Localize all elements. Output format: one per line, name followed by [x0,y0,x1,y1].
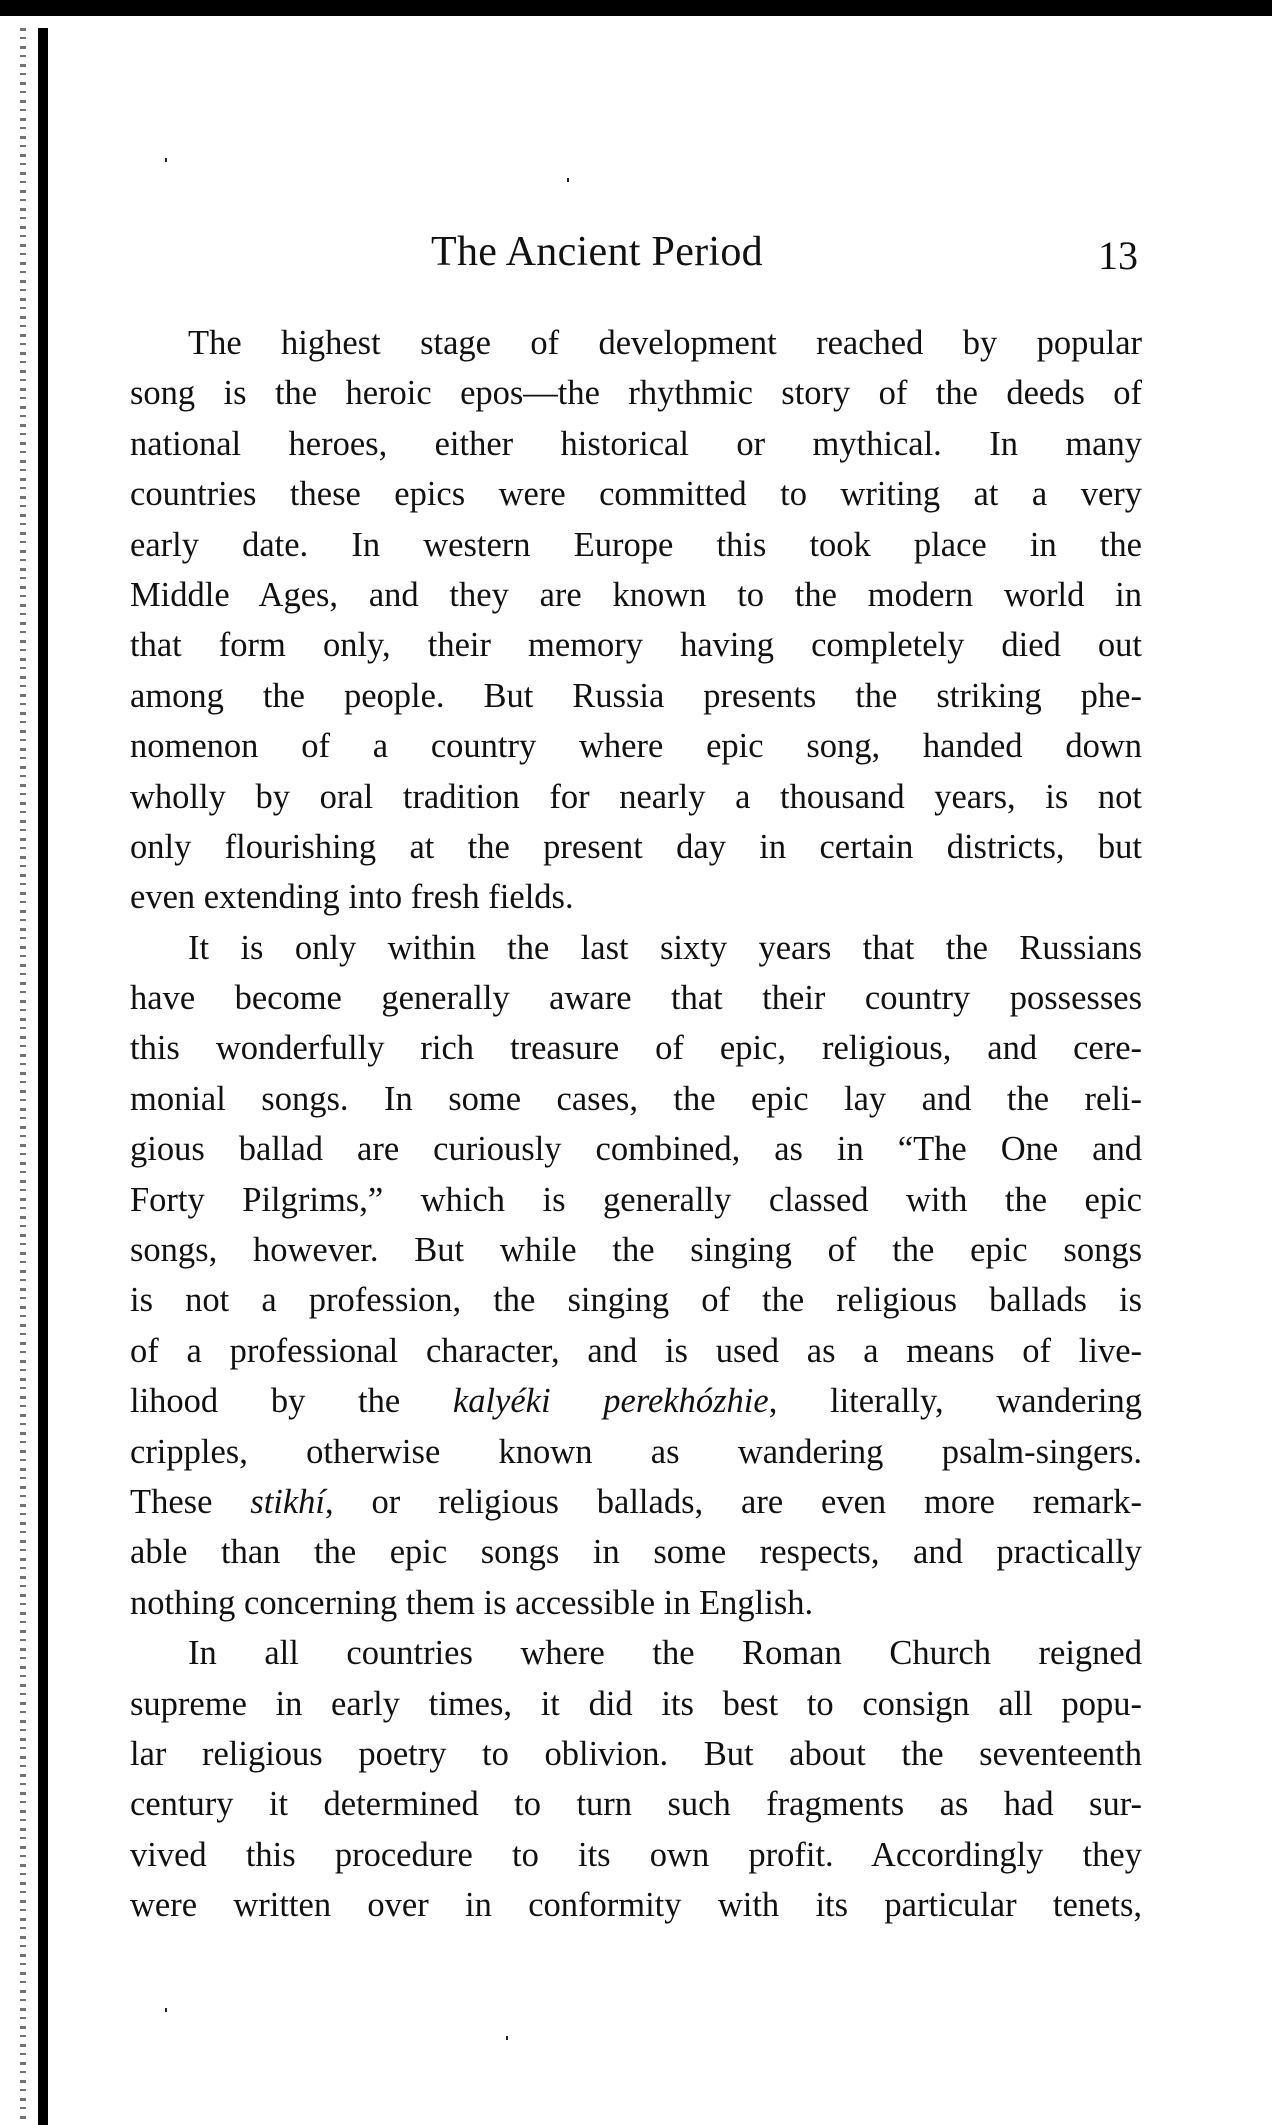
text-line: lar religious poetry to oblivion. But about the seventeenth [130,1734,1142,1773]
text-line: Middle Ages, and they are known to the modern world in [130,575,1142,614]
scan-speck [506,2036,508,2040]
text-line: nomenon of a country where epic song, handed down [130,727,1142,766]
body-text [130,318,1142,1931]
text-line: The highest stage of development reached by popular [188,324,1142,362]
text-line: cripples, otherwise known as wandering psalm-singers. [130,1432,1142,1471]
text-line: In all countries where the Roman Church reigned [188,1634,1142,1673]
scan-speck [165,158,167,162]
text-line: this wonderfully rich treasure of epic, religious, and cere- [130,1029,1142,1068]
text-line: gious ballad are curiously combined, as in “The One and [130,1130,1142,1169]
text-line: were written over in conformity with its particular tenets, [130,1886,1142,1925]
text-line: lihood by the kalyéki perekhózhie, literally, wandering [130,1382,1142,1421]
paragraph [130,923,1142,1628]
scan-spine-shadow [38,28,48,2125]
text-line: song is the heroic epos—the rhythmic story of the deeds of [130,374,1142,413]
text-line: national heroes, either historical or mythical. In many [130,424,1142,463]
text-line: songs, however. But while the singing of the epic songs [130,1231,1142,1270]
scan-binding-edge [20,28,26,2125]
text-line: have become generally aware that their country possesses [130,979,1142,1018]
text-line: These stikhí, or religious ballads, are even more remark- [130,1482,1142,1521]
page-header [0,228,1272,278]
page-number: 13 [1098,233,1138,278]
text-line: even extending into fresh fields. [130,878,574,917]
text-line: is not a profession, the singing of the religious ballads is [130,1281,1142,1320]
scan-top-border [0,0,1272,16]
text-line: able than the epic songs in some respects, and practically [130,1533,1142,1572]
italic-term: kalyéki perekhózhie [452,1382,769,1421]
text-line: early date. In western Europe this took place in the [130,525,1142,564]
text-line: only flourishing at the present day in certain districts, but [130,827,1142,866]
scan-speck [567,178,569,182]
text-line: wholly by oral tradition for nearly a thousand years, is not [130,777,1142,816]
running-title: The Ancient Period [431,229,763,275]
text-line: of a professional character, and is used as a means of live- [130,1331,1142,1370]
text-line: Forty Pilgrims,” which is generally classed with the epic [130,1180,1142,1219]
text-line: nothing concerning them is accessible in English. [130,1583,814,1622]
text-line: monial songs. In some cases, the epic lay and the reli- [130,1079,1142,1118]
text-line: countries these epics were committed to writing at a very [130,475,1142,514]
text-line: vived this procedure to its own profit. Accordingly they [130,1835,1142,1874]
text-line: It is only within the last sixty years that the Russians [188,928,1142,967]
text-line: supreme in early times, it did its best to consign all popu- [130,1684,1142,1723]
text-line: century it determined to turn such fragments as had sur- [130,1785,1142,1824]
italic-term: stikhí [250,1482,326,1521]
paragraph [130,318,1142,923]
text-line: that form only, their memory having completely died out [130,626,1142,665]
scan-speck [165,2008,167,2012]
text-line: among the people. But Russia presents the striking phe- [130,676,1142,715]
paragraph [130,1628,1142,1930]
